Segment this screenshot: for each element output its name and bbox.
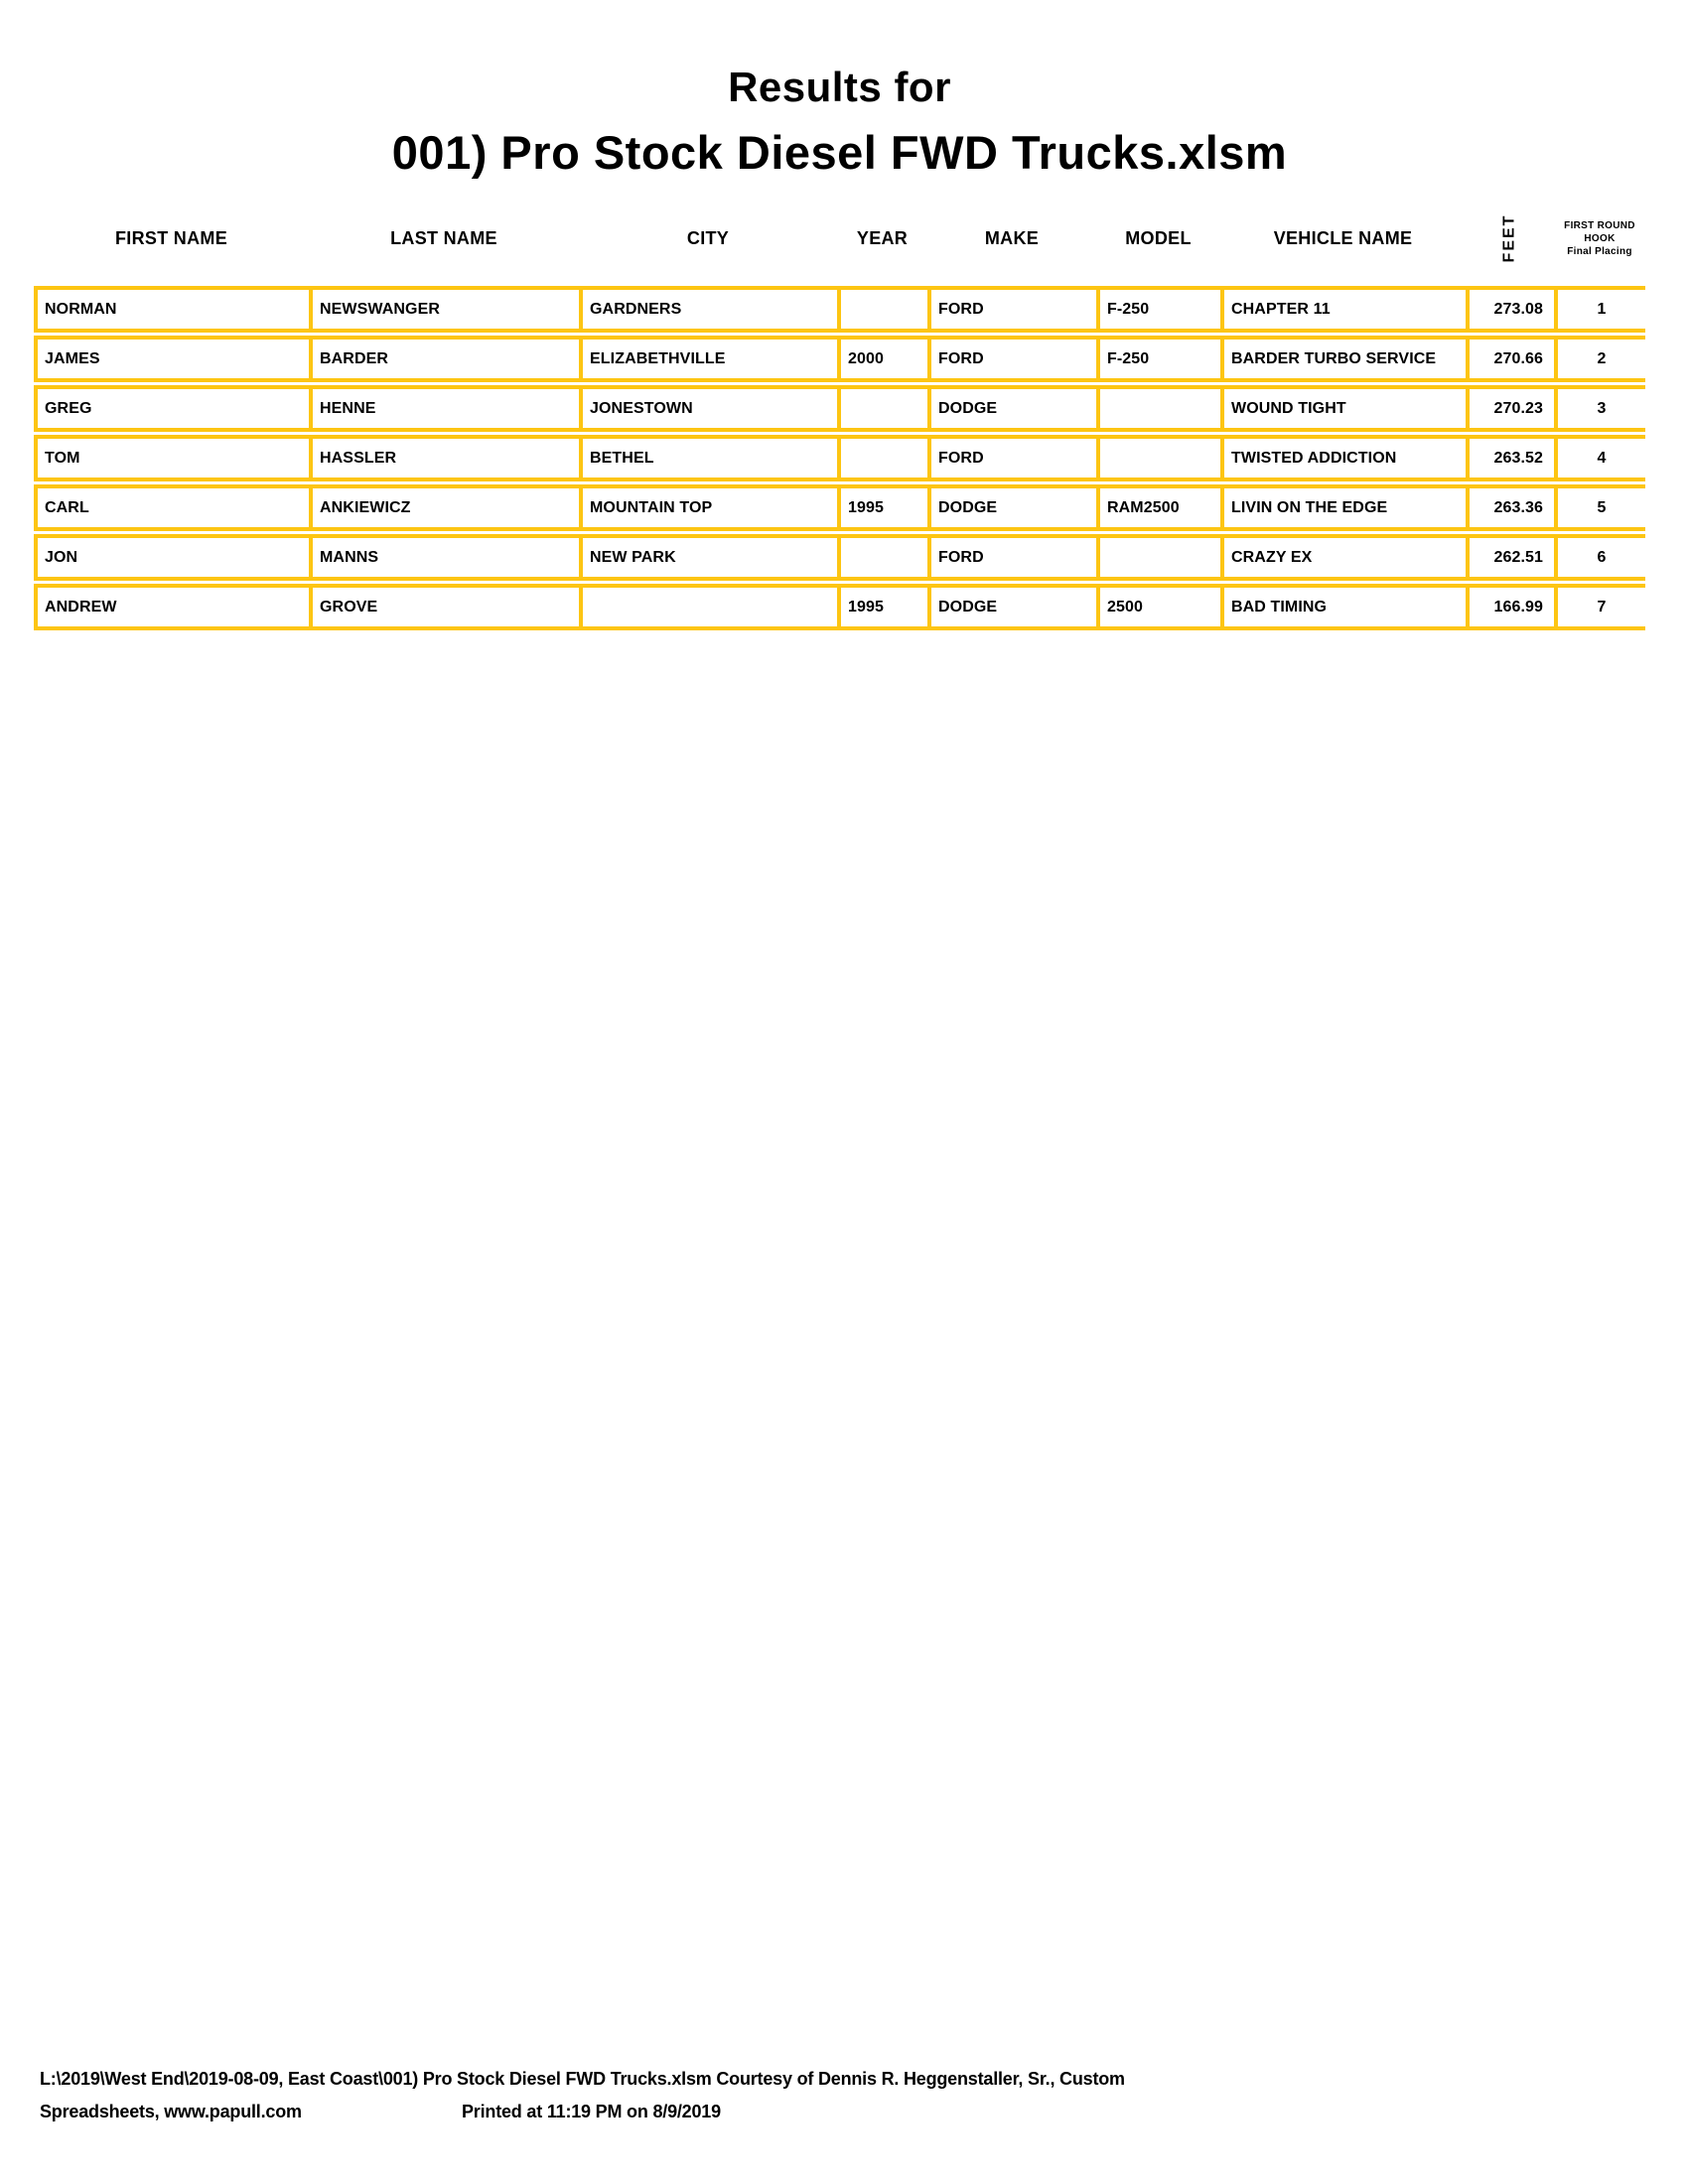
cell-year — [837, 290, 927, 329]
cell-feet: 263.52 — [1466, 439, 1554, 478]
workbook-title: 001) Pro Stock Diesel FWD Trucks.xlsm — [391, 126, 1288, 179]
column-header-model: MODEL — [1125, 227, 1192, 248]
cell-final-placing: 6 — [1554, 538, 1645, 577]
cell-vehicle-name: TWISTED ADDICTION — [1220, 439, 1466, 478]
feet-rotated-label: FEET — [1500, 213, 1518, 263]
cell-vehicle-name: BAD TIMING — [1220, 588, 1466, 626]
cell-final-placing: 2 — [1554, 340, 1645, 378]
cell-year — [837, 439, 927, 478]
cell-last-name: GROVE — [309, 588, 579, 626]
cell-make: FORD — [927, 538, 1096, 577]
cell-model — [1096, 439, 1220, 478]
table-row — [34, 584, 1645, 630]
table-row — [34, 534, 1645, 581]
cell-first-name: JAMES — [45, 350, 100, 367]
cell-year: 1995 — [837, 488, 927, 527]
table-header-row — [34, 199, 1645, 278]
column-header-city: CITY — [686, 227, 730, 248]
cell-model — [1096, 389, 1220, 428]
footer-line2 — [40, 2096, 1331, 2128]
column-header-make: MAKE — [984, 227, 1040, 248]
cell-city: NEW PARK — [579, 538, 837, 577]
footer-website: Spreadsheets, www.papull.com — [40, 2102, 302, 2121]
cell-last-name: BARDER — [309, 340, 579, 378]
cell-last-name: HASSLER — [309, 439, 579, 478]
cell-first-name: CARL — [45, 499, 89, 516]
hook-header-line3: Final Placing — [1567, 245, 1632, 257]
cell-vehicle-name: LIVIN ON THE EDGE — [1220, 488, 1466, 527]
cell-feet: 270.66 — [1466, 340, 1554, 378]
cell-model: F-250 — [1096, 340, 1220, 378]
cell-first-name: JON — [45, 549, 78, 566]
cell-vehicle-name: BARDER TURBO SERVICE — [1220, 340, 1466, 378]
cell-city: ELIZABETHVILLE — [579, 340, 837, 378]
cell-city: BETHEL — [579, 439, 837, 478]
cell-make: FORD — [927, 290, 1096, 329]
cell-last-name: ANKIEWICZ — [309, 488, 579, 527]
cell-make: DODGE — [927, 389, 1096, 428]
table-row — [34, 435, 1645, 481]
cell-final-placing: 7 — [1554, 588, 1645, 626]
cell-feet: 166.99 — [1466, 588, 1554, 626]
table-row — [34, 385, 1645, 432]
footer-file-path: L:\2019\West End\2019-08-09, East Coast\001) Pro Stock Diesel FWD Trucks.xlsm Courtesy of Dennis R. Heggenstaller, Sr., Custom — [40, 2069, 1125, 2089]
hook-header-line1: FIRST ROUND — [1564, 219, 1635, 231]
table-row — [34, 336, 1645, 382]
cell-first-name: TOM — [45, 450, 80, 467]
cell-first-name: NORMAN — [45, 301, 117, 318]
cell-year: 2000 — [837, 340, 927, 378]
cell-vehicle-name: WOUND TIGHT — [1220, 389, 1466, 428]
cell-year: 1995 — [837, 588, 927, 626]
cell-make: DODGE — [927, 488, 1096, 527]
cell-final-placing: 1 — [1554, 290, 1645, 329]
cell-city — [579, 588, 837, 626]
column-header-vehicle-name: VEHICLE NAME — [1273, 227, 1413, 248]
cell-final-placing: 3 — [1554, 389, 1645, 428]
cell-feet: 262.51 — [1466, 538, 1554, 577]
cell-last-name: HENNE — [309, 389, 579, 428]
column-header-year: YEAR — [856, 227, 909, 248]
column-header-first-round-hook — [1554, 219, 1645, 258]
cell-first-name: GREG — [45, 400, 92, 417]
cell-model — [1096, 538, 1220, 577]
cell-final-placing: 4 — [1554, 439, 1645, 478]
cell-feet: 273.08 — [1466, 290, 1554, 329]
results-table — [34, 286, 1645, 633]
cell-make: FORD — [927, 340, 1096, 378]
cell-year — [837, 389, 927, 428]
column-header-feet — [1466, 199, 1554, 278]
cell-make: FORD — [927, 439, 1096, 478]
cell-city: MOUNTAIN TOP — [579, 488, 837, 527]
cell-feet: 270.23 — [1466, 389, 1554, 428]
column-header-last-name: LAST NAME — [390, 227, 497, 248]
cell-city: JONESTOWN — [579, 389, 837, 428]
hook-header-line2: HOOK — [1584, 232, 1616, 244]
page-title: Results for — [728, 64, 951, 110]
footer-printed-timestamp: Printed at 11:19 PM on 8/9/2019 — [462, 2102, 721, 2121]
column-header-first-name: FIRST NAME — [115, 227, 227, 248]
cell-year — [837, 538, 927, 577]
cell-make: DODGE — [927, 588, 1096, 626]
table-row — [34, 286, 1645, 333]
cell-model: 2500 — [1096, 588, 1220, 626]
cell-final-placing: 5 — [1554, 488, 1645, 527]
cell-first-name: ANDREW — [45, 599, 117, 615]
cell-last-name: MANNS — [309, 538, 579, 577]
cell-feet: 263.36 — [1466, 488, 1554, 527]
cell-city: GARDNERS — [579, 290, 837, 329]
cell-last-name: NEWSWANGER — [309, 290, 579, 329]
cell-vehicle-name: CRAZY EX — [1220, 538, 1466, 577]
cell-model: RAM2500 — [1096, 488, 1220, 527]
page-footer — [40, 2063, 1331, 2128]
cell-vehicle-name: CHAPTER 11 — [1220, 290, 1466, 329]
table-row — [34, 484, 1645, 531]
cell-model: F-250 — [1096, 290, 1220, 329]
